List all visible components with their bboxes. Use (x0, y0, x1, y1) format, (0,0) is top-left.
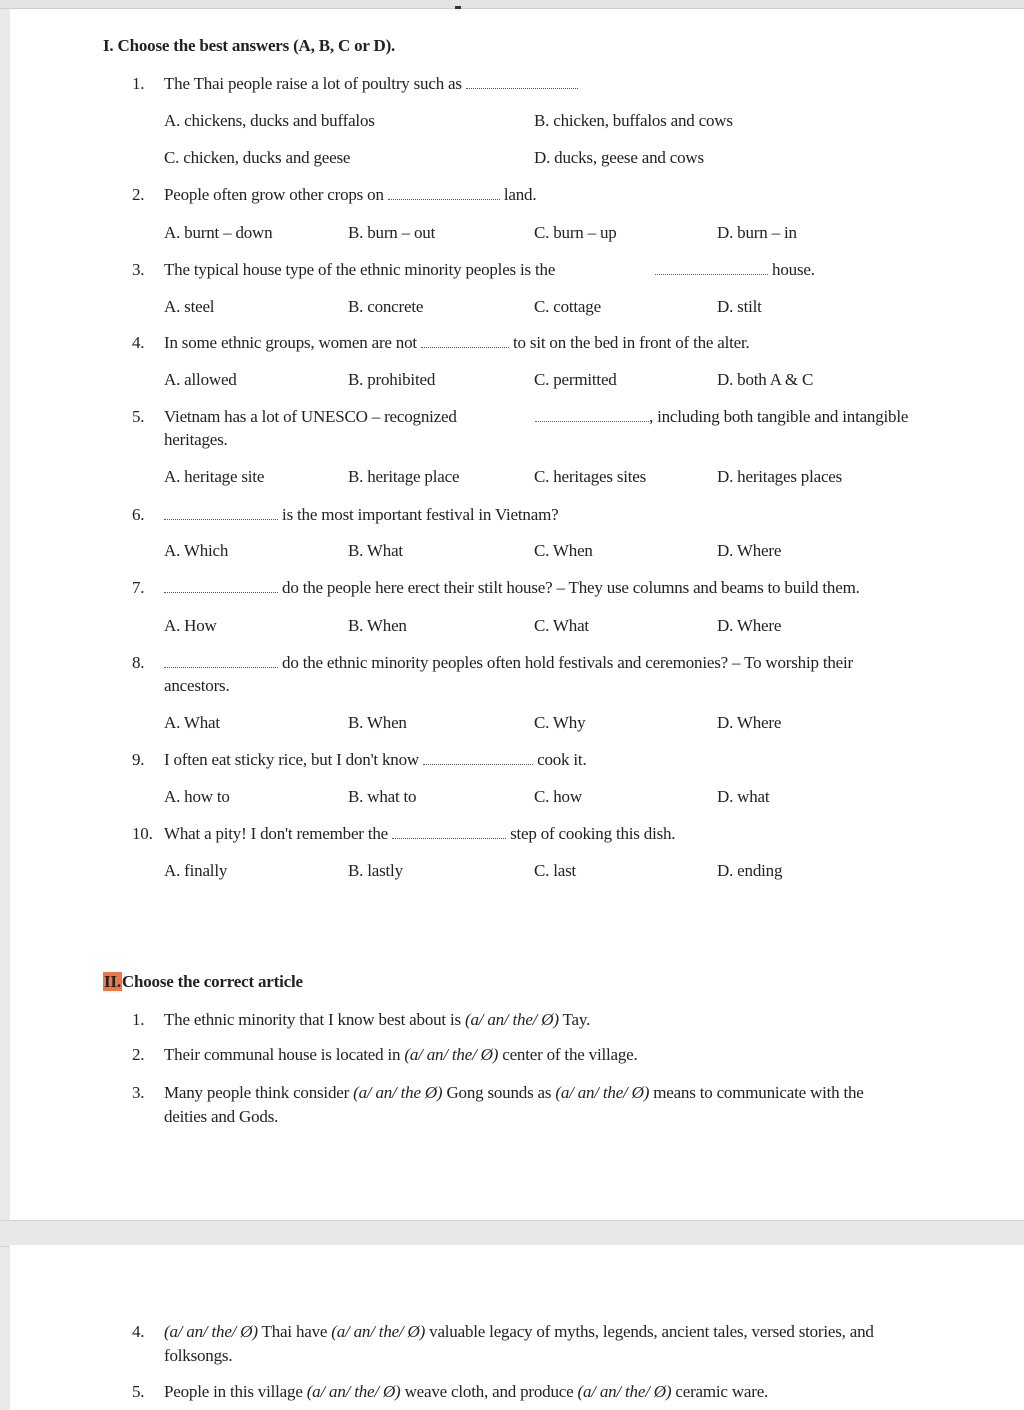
q4-option-b[interactable]: B. prohibited (348, 370, 436, 389)
q2-option-a[interactable]: A. burnt – down (164, 223, 273, 242)
q6-option-c[interactable]: C. When (534, 541, 593, 560)
q9-option-b[interactable]: B. what to (348, 787, 417, 806)
q7-option-a[interactable]: A. How (164, 616, 217, 635)
q9-option-c[interactable]: C. how (534, 787, 582, 806)
question-8-text-line2: ancestors. (164, 676, 230, 695)
q2-option-d[interactable]: D. burn – in (717, 223, 797, 242)
question-7-number: 7. (132, 578, 145, 597)
article-q3-text: Many people think consider (a/ an/ the Ø) Gong sounds as (a/ an/ the/ Ø) means to communicate with the (164, 1083, 864, 1102)
q3-option-b[interactable]: B. concrete (348, 297, 424, 316)
question-3-blank: house. (655, 260, 815, 280)
q5-option-a[interactable]: A. heritage site (164, 467, 265, 486)
q2-option-c[interactable]: C. burn – up (534, 223, 617, 242)
article-q1-text: The ethnic minority that I know best about is (a/ an/ the/ Ø) Tay. (164, 1010, 591, 1029)
q8-option-c[interactable]: C. Why (534, 713, 586, 732)
question-9-number: 9. (132, 750, 145, 769)
article-choice[interactable]: (a/ an/ the Ø) (353, 1083, 443, 1102)
q6-option-b[interactable]: B. What (348, 541, 403, 560)
article-q4-number: 4. (132, 1322, 145, 1341)
question-6-number: 6. (132, 505, 145, 524)
top-bar (0, 0, 1024, 9)
article-choice[interactable]: (a/ an/ the/ Ø) (164, 1322, 258, 1341)
q7-option-c[interactable]: C. What (534, 616, 589, 635)
article-q3-text-line2: deities and Gods. (164, 1107, 279, 1126)
q4-option-a[interactable]: A. allowed (164, 370, 237, 389)
q10-option-c[interactable]: C. last (534, 861, 577, 880)
article-q5-number: 5. (132, 1382, 145, 1401)
q7-option-d[interactable]: D. Where (717, 616, 782, 635)
article-q4-text-line2: folksongs. (164, 1346, 233, 1365)
q1-option-a[interactable]: A. chickens, ducks and buffalos (164, 111, 375, 130)
question-4-number: 4. (132, 333, 145, 352)
question-8-text: do the ethnic minority peoples often hold festivals and ceremonies? – To worship their (164, 653, 853, 673)
q6-option-a[interactable]: A. Which (164, 541, 229, 560)
article-q2-text: Their communal house is located in (a/ an/ the/ Ø) center of the village. (164, 1045, 638, 1064)
question-2-number: 2. (132, 185, 145, 204)
q10-option-a[interactable]: A. finally (164, 861, 228, 880)
question-5-text: Vietnam has a lot of UNESCO – recognized (164, 407, 457, 426)
article-q1-number: 1. (132, 1010, 145, 1029)
q6-option-d[interactable]: D. Where (717, 541, 782, 560)
question-2-text: People often grow other crops on land. (164, 185, 537, 204)
q9-option-a[interactable]: A. how to (164, 787, 230, 806)
q2-option-b[interactable]: B. burn – out (348, 223, 436, 242)
q1-option-d[interactable]: D. ducks, geese and cows (534, 148, 704, 167)
q5-option-d[interactable]: D. heritages places (717, 467, 843, 486)
q9-option-d[interactable]: D. what (717, 787, 770, 806)
article-choice[interactable]: (a/ an/ the/ Ø) (555, 1083, 650, 1102)
question-3-text: The typical house type of the ethnic minority peoples is the (164, 260, 556, 279)
question-10-text: What a pity! I don't remember the step of cooking this dish. (164, 824, 676, 843)
article-q5-text: People in this village (a/ an/ the/ Ø) weave cloth, and produce (a/ an/ the/ Ø) ceramic ware. (164, 1382, 769, 1401)
page-gap (0, 1220, 1024, 1247)
article-choice[interactable]: (a/ an/ the/ Ø) (404, 1045, 499, 1064)
article-q3-number: 3. (132, 1083, 145, 1102)
article-choice[interactable]: (a/ an/ the/ Ø) (306, 1382, 401, 1401)
q5-option-b[interactable]: B. heritage place (348, 467, 460, 486)
q1-option-c[interactable]: C. chicken, ducks and geese (164, 148, 351, 167)
article-choice[interactable]: (a/ an/ the/ Ø) (577, 1382, 672, 1401)
q5-option-c[interactable]: C. heritages sites (534, 467, 647, 486)
q4-option-d[interactable]: D. both A & C (717, 370, 814, 389)
question-5-blank: , including both tangible and intangible (535, 407, 908, 427)
section-1-heading: I. Choose the best answers (A, B, C or D). (103, 36, 396, 55)
question-1-text: The Thai people raise a lot of poultry such as (164, 74, 578, 94)
question-5-number: 5. (132, 407, 145, 426)
question-5-text-line2: heritages. (164, 430, 228, 449)
section-2-heading: II.Choose the correct article (104, 972, 303, 991)
q7-option-b[interactable]: B. When (348, 616, 407, 635)
q8-option-a[interactable]: A. What (164, 713, 220, 732)
question-10-number: 10. (132, 824, 153, 843)
q8-option-d[interactable]: D. Where (717, 713, 782, 732)
article-q4-text: (a/ an/ the/ Ø) Thai have (a/ an/ the/ Ø) valuable legacy of myths, legends, ancient tales, versed stories, and (164, 1322, 874, 1341)
q4-option-c[interactable]: C. permitted (534, 370, 617, 389)
section-2-number: II. (104, 972, 121, 991)
question-6-text: is the most important festival in Vietnam? (164, 505, 558, 525)
article-choice[interactable]: (a/ an/ the/ Ø) (331, 1322, 426, 1341)
article-q2-number: 2. (132, 1045, 145, 1064)
q3-option-c[interactable]: C. cottage (534, 297, 601, 316)
q1-option-b[interactable]: B. chicken, buffalos and cows (534, 111, 733, 130)
question-7-text: do the people here erect their stilt house? – They use columns and beams to build them. (164, 578, 860, 598)
q8-option-b[interactable]: B. When (348, 713, 407, 732)
question-9-text: I often eat sticky rice, but I don't know cook it. (164, 750, 587, 769)
q10-option-b[interactable]: B. lastly (348, 861, 403, 880)
question-8-number: 8. (132, 653, 145, 672)
q3-option-d[interactable]: D. stilt (717, 297, 762, 316)
question-3-number: 3. (132, 260, 145, 279)
article-choice[interactable]: (a/ an/ the/ Ø) (465, 1010, 559, 1029)
q10-option-d[interactable]: D. ending (717, 861, 783, 880)
q3-option-a[interactable]: A. steel (164, 297, 215, 316)
question-4-text: In some ethnic groups, women are not to sit on the bed in front of the alter. (164, 333, 750, 352)
question-1-number: 1. (132, 74, 145, 93)
